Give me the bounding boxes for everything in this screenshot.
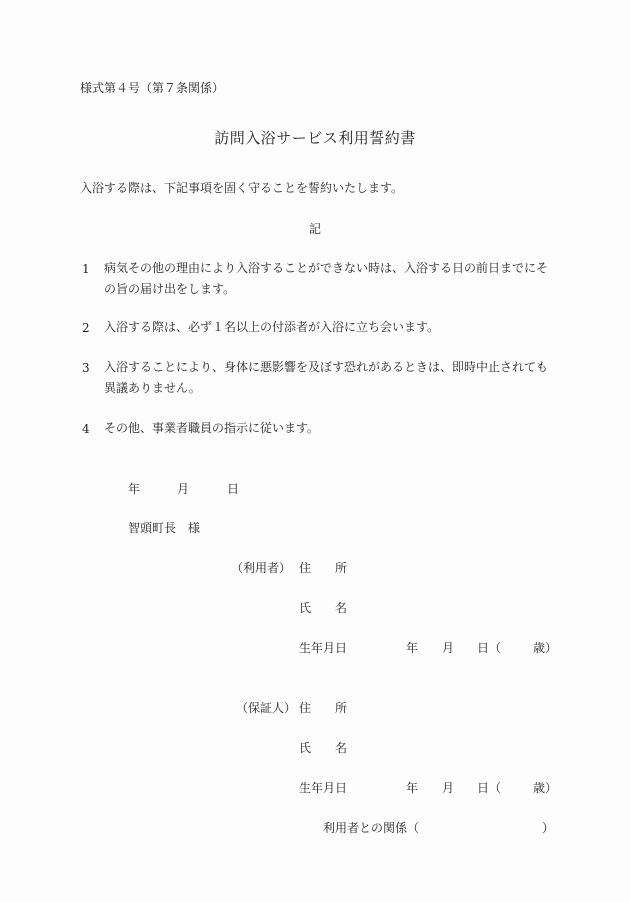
user-birth-year: 年	[406, 641, 419, 655]
user-birth-month: 月	[442, 641, 455, 655]
relation-close: ）	[542, 821, 555, 835]
term-number: 3	[82, 361, 90, 375]
guarantor-address-label: 住 所	[299, 701, 348, 715]
term-text: 入浴する際は、必ず１名以上の付添者が入浴に立ち会います。	[104, 320, 440, 334]
term-text: その他、事業者職員の指示に従います。	[104, 421, 320, 435]
guarantor-birth-month: 月	[442, 781, 455, 795]
relation-label: 利用者との関係（	[323, 821, 420, 835]
term-text: 病気その他の理由により入浴することができない時は、入浴する日の前日までにその旨の届け出をします。	[104, 261, 549, 296]
term-number: 4	[82, 422, 90, 436]
date-year-label: 年	[128, 482, 141, 496]
document-title: 訪問入浴サービス利用誓約書	[214, 129, 416, 147]
intro-text: 入浴する際は、下記事項を固く守ることを誓約いたします。	[80, 181, 404, 195]
date-day-label: 日	[227, 482, 240, 496]
addressee: 智頭町長 様	[128, 521, 201, 535]
user-birth-label: 生年月日	[299, 641, 348, 655]
date-month-label: 月	[177, 482, 190, 496]
ki-heading: 記	[308, 222, 321, 236]
user-birth-day: 日（	[477, 641, 502, 655]
guarantor-birth-day: 日（	[477, 781, 502, 795]
term-number: 2	[82, 321, 90, 335]
term-number: 1	[82, 262, 90, 276]
guarantor-age: 歳）	[533, 781, 558, 795]
guarantor-name-label: 氏 名	[299, 741, 348, 755]
user-address-label: 住 所	[299, 561, 348, 575]
user-role-label: （利用者）	[231, 561, 292, 575]
user-name-label: 氏 名	[299, 601, 348, 615]
guarantor-role-label: （保証人）	[236, 701, 297, 715]
user-age: 歳）	[533, 641, 558, 655]
form-number: 様式第４号（第７条関係）	[80, 81, 225, 95]
guarantor-birth-year: 年	[406, 781, 419, 795]
term-text: 入浴することにより、身体に悪影響を及ぼす恐れがあるときは、即時中止されても異議ありません。	[104, 360, 549, 395]
guarantor-birth-label: 生年月日	[299, 781, 348, 795]
